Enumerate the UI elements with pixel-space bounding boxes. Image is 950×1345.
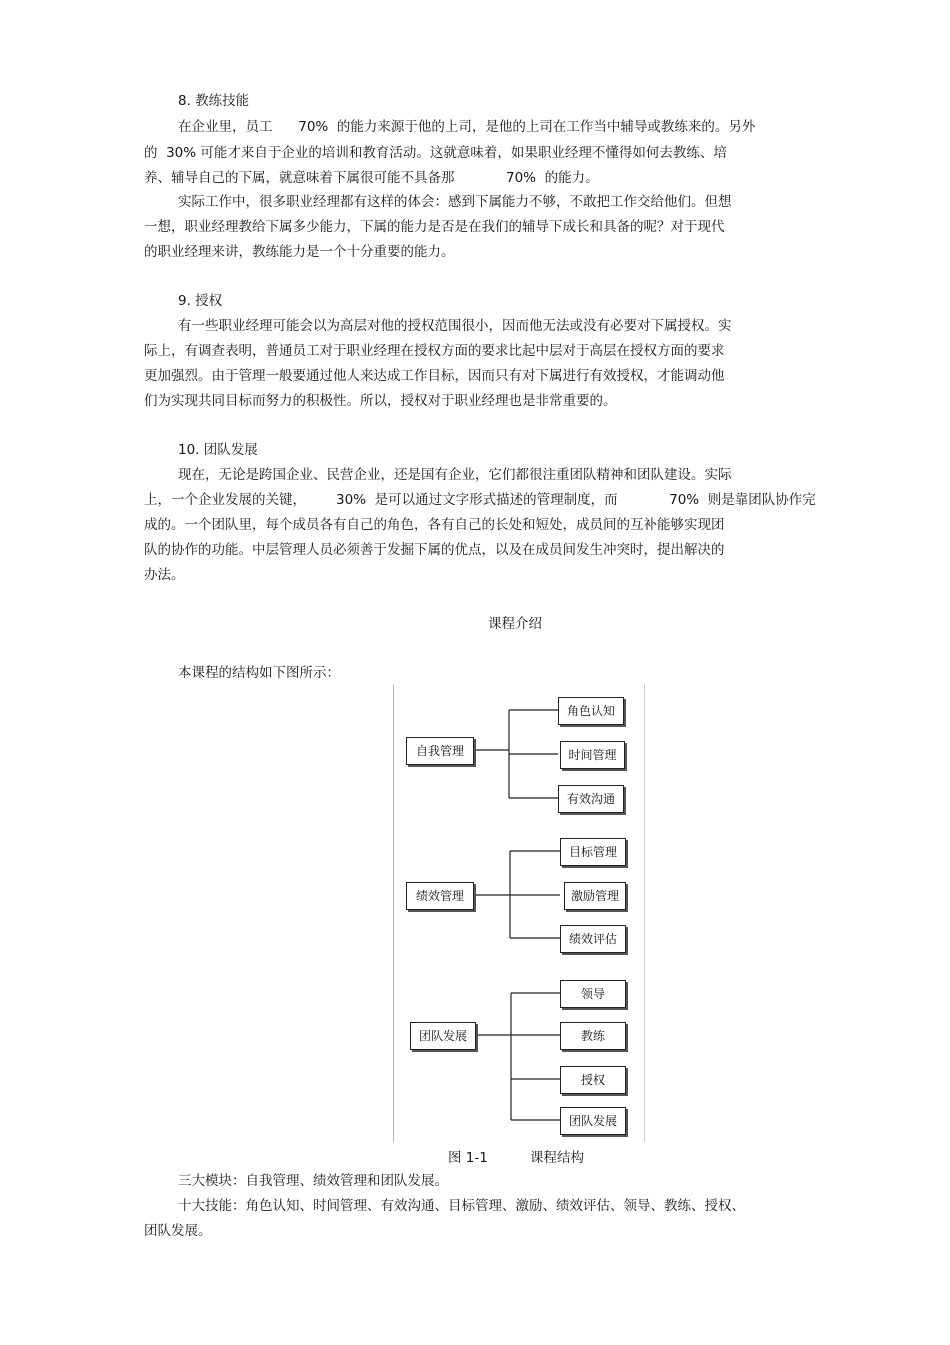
- section-heading-team: 10. 团队发展: [178, 442, 258, 458]
- paragraph-line: 一想，职业经理教给下属多少能力，下属的能力是否是在我们的辅导下成长和具备的呢？对于现代: [144, 219, 725, 235]
- diagram-node-self-management: 自我管理: [406, 737, 474, 765]
- paragraph-line: 在企业里，员工 70% 的能力来源于他的上司，是他的上司在工作当中辅导或教练来的。另外: [178, 119, 756, 135]
- diagram-node-coaching: 教练: [560, 1022, 626, 1050]
- section-heading-coaching: 8. 教练技能: [178, 93, 250, 109]
- diagram-node-team-development-skill: 团队发展: [560, 1107, 626, 1135]
- diagram-node-time-management: 时间管理: [560, 741, 625, 769]
- paragraph-line: 际上，有调查表明，普通员工对于职业经理在授权方面的要求比起中层对于高层在授权方面的要求: [144, 343, 725, 359]
- skills-line-continued: 团队发展。: [144, 1223, 212, 1239]
- paragraph-line: 上，一个企业发展的关键， 30% 是可以通过文字形式描述的管理制度，而 70% 则是靠团队协作完: [144, 492, 816, 508]
- diagram-node-performance-management: 绩效管理: [406, 882, 474, 910]
- paragraph-line: 队的协作的功能。中层管理人员必须善于发掘下属的优点，以及在成员间发生冲突时，提出解决的: [144, 542, 725, 558]
- diagram-node-role-cognition: 角色认知: [558, 697, 624, 725]
- diagram-node-team-development: 团队发展: [410, 1022, 476, 1050]
- skills-line: 十大技能：角色认知、时间管理、有效沟通、目标管理、激励、绩效评估、领导、教练、授权、: [178, 1198, 745, 1214]
- paragraph-line: 办法。: [144, 567, 185, 583]
- diagram-node-effective-communication: 有效沟通: [558, 785, 624, 813]
- paragraph-line: 更加强烈。由于管理一般要通过他人来达成工作目标，因而只有对下属进行有效授权，才能调动他: [144, 368, 725, 384]
- course-intro: 本课程的结构如下图所示：: [178, 665, 340, 681]
- paragraph-line: 们为实现共同目标而努力的积极性。所以，授权对于职业经理也是非常重要的。: [144, 393, 617, 409]
- modules-line: 三大模块：自我管理、绩效管理和团队发展。: [178, 1173, 448, 1189]
- paragraph-line: 现在，无论是跨国企业、民营企业，还是国有企业，它们都很注重团队精神和团队建设。实际: [178, 467, 732, 483]
- paragraph-line: 有一些职业经理可能会以为高层对他的授权范围很小，因而他无法或没有必要对下属授权。实: [178, 318, 732, 334]
- course-title: 课程介绍: [488, 616, 542, 632]
- diagram-node-motivation-management: 激励管理: [564, 882, 626, 910]
- course-structure-diagram: [393, 684, 645, 1142]
- figure-caption-text: 课程结构: [530, 1150, 584, 1166]
- diagram-node-authorization: 授权: [560, 1066, 626, 1094]
- paragraph-line: 成的。一个团队里，每个成员各有自己的角色，各有自己的长处和短处，成员间的互补能够实现团: [144, 517, 725, 533]
- section-heading-authorization: 9. 授权: [178, 293, 223, 309]
- figure-caption-number: 图 1-1: [448, 1150, 488, 1166]
- paragraph-line: 养、辅导自己的下属，就意味着下属很可能不具备那 70% 的能力。: [144, 170, 599, 186]
- paragraph-line: 的 30% 可能才来自于企业的培训和教育活动。这就意味着，如果职业经理不懂得如何去教练、培: [144, 145, 727, 161]
- diagram-node-leadership: 领导: [560, 980, 626, 1008]
- diagram-node-goal-management: 目标管理: [560, 838, 626, 866]
- diagram-node-performance-evaluation: 绩效评估: [560, 925, 626, 953]
- paragraph-line: 的职业经理来讲，教练能力是一个十分重要的能力。: [144, 244, 455, 260]
- paragraph-line: 实际工作中，很多职业经理都有这样的体会：感到下属能力不够，不敢把工作交给他们。但想: [178, 194, 732, 210]
